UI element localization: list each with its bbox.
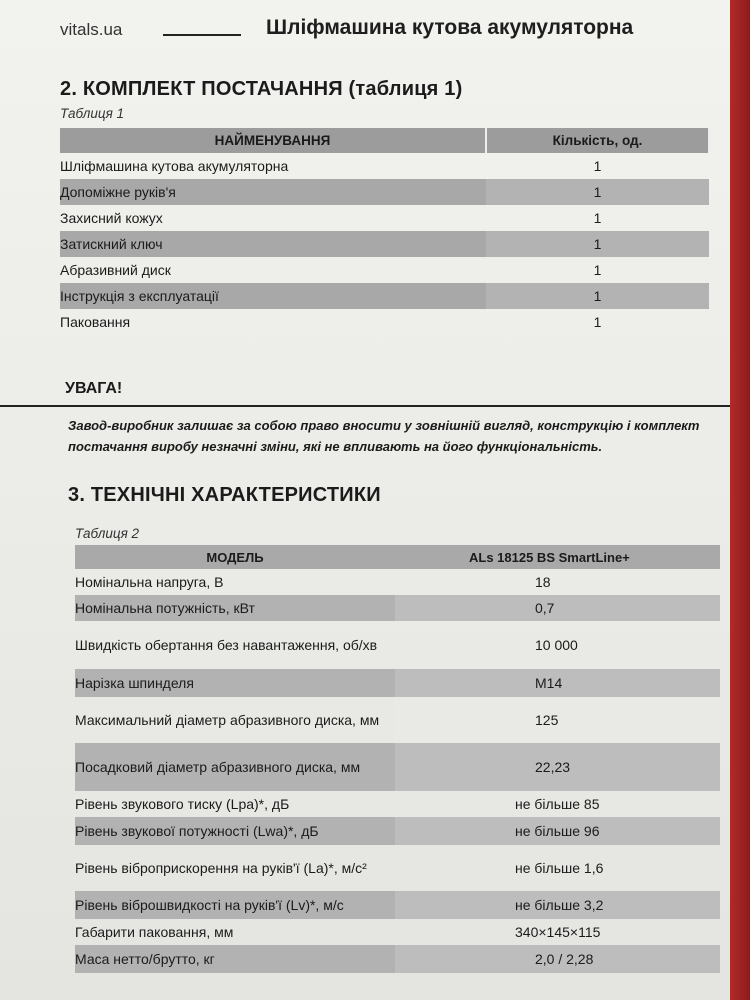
table-header-row (60, 128, 709, 153)
spec-param: Маса нетто/брутто, кг (75, 945, 395, 973)
header-divider (163, 34, 241, 36)
item-name: Інструкція з експлуатації (60, 283, 486, 309)
spec-value: 10 000 (535, 637, 578, 653)
table-row (75, 569, 720, 595)
table-row (75, 669, 720, 697)
warning-title: УВАГА! (65, 380, 123, 397)
spec-param: Швидкість обертання без навантаження, об/хв (75, 637, 378, 653)
table-row (75, 595, 720, 621)
table-row (60, 309, 709, 335)
section-2-title: 2. КОМПЛЕКТ ПОСТАЧАННЯ (таблиця 1) (60, 78, 463, 100)
spec-value: не більше 96 (395, 817, 720, 845)
spec-value: М14 (395, 669, 720, 697)
item-name: Паковання (60, 314, 131, 330)
column-header-model: МОДЕЛЬ (75, 545, 395, 569)
spec-param: Номінальна напруга, В (75, 574, 224, 590)
spec-value: 125 (395, 697, 720, 743)
spec-param: Рівень звукової потужності (Lwa)*, дБ (75, 817, 395, 845)
item-name: Затискний ключ (60, 231, 486, 257)
table-row (75, 945, 720, 973)
table-header-row (75, 545, 720, 569)
spec-param: Рівень звукового тиску (Lpa)*, дБ (75, 796, 290, 812)
item-quantity: 1 (593, 314, 602, 330)
spec-value: не більше 85 (515, 796, 600, 812)
table-row (60, 257, 709, 283)
item-name: Абразивний диск (60, 262, 171, 278)
spec-param: Номінальна потужність, кВт (75, 595, 395, 621)
specifications-table (75, 545, 720, 973)
item-name: Шліфмашина кутова акумуляторна (60, 158, 289, 174)
table-row (75, 743, 720, 791)
spec-param: Посадковий діаметр абразивного диска, мм (75, 743, 395, 791)
spec-value: 18 (535, 574, 551, 590)
item-quantity: 1 (486, 231, 709, 257)
table-row (60, 153, 709, 179)
document-title: Шліфмашина кутова акумуляторна (266, 16, 634, 39)
item-quantity: 1 (593, 262, 602, 278)
table-row (75, 791, 720, 817)
spec-param: Рівень віброшвидкості на руків'ї (Lv)*, м/с (75, 891, 395, 919)
spec-param: Рівень віброприскорення на руків'ї (La)*, м/с² (75, 860, 367, 876)
table-row (60, 283, 709, 309)
red-edge-stripe (730, 0, 750, 1000)
item-name: Допоміжне руків'я (60, 179, 486, 205)
column-header-quantity: Кількість, од. (486, 128, 709, 153)
table-row (75, 697, 720, 743)
item-quantity: 1 (486, 179, 709, 205)
table-row (75, 891, 720, 919)
item-name: Захисний кожух (60, 210, 163, 226)
spec-value: 0,7 (395, 595, 720, 621)
table-row (75, 845, 720, 891)
table-1-caption: Таблиця 1 (60, 106, 125, 121)
spec-param: Нарізка шпинделя (75, 669, 395, 697)
item-quantity: 1 (486, 283, 709, 309)
warning-divider (0, 405, 730, 407)
table-row (75, 817, 720, 845)
delivery-set-table (60, 128, 710, 335)
site-name: vitals.ua (60, 20, 123, 39)
spec-value: 22,23 (395, 743, 720, 791)
item-quantity: 1 (593, 210, 602, 226)
table-row (60, 231, 709, 257)
spec-param: Максимальний діаметр абразивного диска, мм (75, 712, 380, 728)
column-header-model-name: ALs 18125 BS SmartLine+ (395, 545, 720, 569)
table-row (60, 205, 709, 231)
table-row (60, 179, 709, 205)
table-row (75, 919, 720, 945)
spec-value: не більше 1,6 (515, 860, 604, 876)
spec-value: не більше 3,2 (395, 891, 720, 919)
section-3-title: 3. ТЕХНІЧНІ ХАРАКТЕРИСТИКИ (68, 484, 381, 506)
warning-text: Завод-виробник залишає за собою право вносити у зовнішній вигляд, конструкцію і комплект постачання виробу незначні зміни, які не впливають на його функціональність. (68, 418, 700, 454)
table-2-caption: Таблиця 2 (75, 526, 140, 541)
spec-param: Габарити паковання, мм (75, 924, 234, 940)
column-header-name: НАЙМЕНУВАННЯ (60, 128, 486, 153)
table-row (75, 621, 720, 669)
spec-value: 340×145×115 (515, 924, 601, 940)
item-quantity: 1 (593, 158, 602, 174)
spec-value: 2,0 / 2,28 (395, 945, 720, 973)
